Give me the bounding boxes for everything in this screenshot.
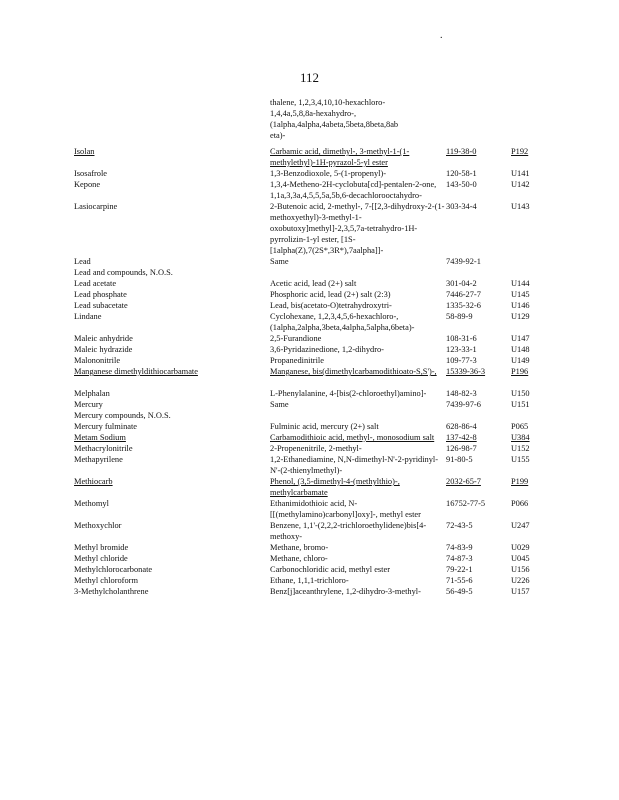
cas-number-cell: 148-82-3 bbox=[446, 389, 477, 398]
waste-code-cell: U156 bbox=[511, 565, 530, 574]
chemical-name-cell: Same bbox=[270, 400, 289, 409]
continuation-line: 1,4,4a,5,8,8a-hexahydro-, bbox=[270, 109, 357, 118]
waste-code-cell: U384 bbox=[511, 433, 530, 442]
chemical-name-cell: Carbamodithioic acid, methyl-, monosodium salt bbox=[270, 433, 435, 442]
table-row bbox=[74, 443, 551, 454]
chemical-name-cell: 2-Propenenitrile, 2-methyl- bbox=[270, 444, 362, 453]
chemical-name-cell: Methane, chloro- bbox=[270, 554, 328, 563]
table-row bbox=[74, 454, 551, 476]
waste-code-cell: U149 bbox=[511, 356, 530, 365]
table-row bbox=[74, 553, 551, 564]
cas-number-cell bbox=[446, 410, 511, 421]
common-name-cell: Kepone bbox=[74, 180, 101, 189]
table-row bbox=[74, 344, 551, 355]
waste-code-cell: U157 bbox=[511, 587, 530, 596]
chemical-name-cell: Phenol, (3,5-dimethyl-4-(methylthio)-, methylcarbamate bbox=[270, 477, 400, 497]
common-name-cell: Metam Sodium bbox=[74, 433, 126, 442]
continuation-line: eta)- bbox=[270, 131, 286, 140]
table-row bbox=[74, 498, 551, 520]
waste-code-cell: U151 bbox=[511, 400, 530, 409]
table-row bbox=[74, 300, 551, 311]
chemical-name-cell: 1,3-Benzodioxole, 5-(1-propenyl)- bbox=[270, 169, 387, 178]
table-row bbox=[74, 575, 551, 586]
chemical-name-cell: Ethanimidothioic acid, N-[[(methylamino)carbonyl]oxy]-, methyl ester bbox=[270, 499, 421, 519]
cas-number-cell: 72-43-5 bbox=[446, 521, 473, 530]
table-row bbox=[74, 289, 551, 300]
chemical-name-cell bbox=[270, 410, 446, 421]
chemical-name-cell: Carbonochloridic acid, methyl ester bbox=[270, 565, 391, 574]
table-row bbox=[74, 520, 551, 542]
table-row bbox=[74, 388, 551, 399]
cas-number-cell: 74-83-9 bbox=[446, 543, 473, 552]
table-row bbox=[74, 355, 551, 366]
common-name-cell: Methacrylonitrile bbox=[74, 444, 133, 453]
common-name-cell: Manganese dimethyldithiocarbamate bbox=[74, 367, 198, 376]
common-name-cell: Maleic anhydride bbox=[74, 334, 133, 343]
cas-number-cell: 120-58-1 bbox=[446, 169, 477, 178]
common-name-cell: Lead and compounds, N.O.S. bbox=[74, 268, 173, 277]
waste-code-cell bbox=[511, 267, 551, 278]
waste-code-cell: P192 bbox=[511, 147, 529, 156]
table-row bbox=[74, 366, 551, 377]
cas-number-cell: 628-86-4 bbox=[446, 422, 477, 431]
cas-number-cell: 7439-97-6 bbox=[446, 400, 481, 409]
common-name-cell: Isolan bbox=[74, 147, 95, 156]
waste-code-cell: U141 bbox=[511, 169, 530, 178]
waste-code-cell: U152 bbox=[511, 444, 530, 453]
chemical-name-cell: Acetic acid, lead (2+) salt bbox=[270, 279, 357, 288]
cas-number-cell: 58-89-9 bbox=[446, 312, 473, 321]
cas-number-cell: 16752-77-5 bbox=[446, 499, 486, 508]
common-name-cell: Lead phosphate bbox=[74, 290, 127, 299]
common-name-cell: Lead bbox=[74, 257, 91, 266]
waste-code-cell: U142 bbox=[511, 180, 530, 189]
table-row bbox=[74, 586, 551, 597]
common-name-cell: Methyl chloride bbox=[74, 554, 128, 563]
cas-number-cell bbox=[446, 267, 511, 278]
waste-code-cell bbox=[511, 256, 551, 267]
common-name-cell: Lindane bbox=[74, 312, 102, 321]
common-name-cell: Methylchlorocarbonate bbox=[74, 565, 153, 574]
common-name-cell: Maleic hydrazide bbox=[74, 345, 133, 354]
cas-number-cell: 108-31-6 bbox=[446, 334, 477, 343]
chemical-name-cell: 1,3,4-Metheno-2H-cyclobuta[cd]-pentalen-2-one, 1,1a,3,3a,4,5,5,5a,5b,6-decachlorooctahydro- bbox=[270, 180, 437, 200]
chemical-name-cell: 1,2-Ethanediamine, N,N-dimethyl-N'-2-pyridinyl-N'-(2-thienylmethyl)- bbox=[270, 455, 439, 475]
table-row bbox=[74, 432, 551, 443]
page-mark: . bbox=[440, 30, 443, 41]
cas-number-cell: 91-80-5 bbox=[446, 455, 473, 464]
chemical-name-cell: Lead, bis(acetato-O)tetrahydroxytri- bbox=[270, 301, 392, 310]
chemical-name-cell: Manganese, bis(dimethylcarbamodithioato-S,S')-, bbox=[270, 367, 437, 376]
chemical-name-cell: Benz[j]aceanthrylene, 1,2-dihydro-3-methyl- bbox=[270, 587, 421, 596]
cas-number-cell: 15339-36-3 bbox=[446, 367, 486, 376]
waste-code-cell: U045 bbox=[511, 554, 530, 563]
cas-number-cell: 7446-27-7 bbox=[446, 290, 481, 299]
table-row bbox=[74, 333, 551, 344]
cas-number-cell: 79-22-1 bbox=[446, 565, 473, 574]
waste-code-cell: P199 bbox=[511, 477, 529, 486]
table-row bbox=[74, 278, 551, 289]
hazardous-constituents-table bbox=[74, 146, 551, 597]
table-row bbox=[74, 146, 551, 168]
table-row bbox=[74, 267, 551, 278]
common-name-cell: 3-Methylcholanthrene bbox=[74, 587, 149, 596]
chemical-name-cell: Methane, bromo- bbox=[270, 543, 329, 552]
chemical-name-cell: Ethane, 1,1,1-trichloro- bbox=[270, 576, 349, 585]
continuation-line: (1alpha,4alpha,4abeta,5beta,8beta,8ab bbox=[270, 120, 399, 129]
table-body bbox=[74, 146, 551, 597]
table-row bbox=[74, 256, 551, 267]
chemical-name-cell: Cyclohexane, 1,2,3,4,5,6-hexachloro-, (1alpha,2alpha,3beta,4alpha,5alpha,6beta)- bbox=[270, 312, 415, 332]
common-name-cell: Mercury fulminate bbox=[74, 422, 138, 431]
table-row bbox=[74, 421, 551, 432]
waste-code-cell: P066 bbox=[511, 499, 529, 508]
waste-code-cell: U147 bbox=[511, 334, 530, 343]
table-row bbox=[74, 168, 551, 179]
cas-number-cell: 119-38-0 bbox=[446, 147, 477, 156]
waste-code-cell: U150 bbox=[511, 389, 530, 398]
continued-chemical-name bbox=[270, 97, 440, 141]
chemical-name-cell: Propanedinitrile bbox=[270, 356, 324, 365]
chemical-name-cell: Same bbox=[270, 257, 289, 266]
waste-code-cell: U029 bbox=[511, 543, 530, 552]
chemical-name-cell: Fulminic acid, mercury (2+) salt bbox=[270, 422, 379, 431]
common-name-cell: Methapyrilene bbox=[74, 455, 123, 464]
chemical-name-cell: Benzene, 1,1'-(2,2,2-trichloroethylidene)bis[4-methoxy- bbox=[270, 521, 427, 541]
waste-code-cell: U155 bbox=[511, 455, 530, 464]
cas-number-cell: 303-34-4 bbox=[446, 202, 477, 211]
waste-code-cell: U247 bbox=[511, 521, 530, 530]
table-row bbox=[74, 542, 551, 553]
cas-number-cell: 109-77-3 bbox=[446, 356, 477, 365]
common-name-cell: Melphalan bbox=[74, 389, 110, 398]
cas-number-cell: 137-42-8 bbox=[446, 433, 477, 442]
table-row bbox=[74, 410, 551, 421]
common-name-cell: Malononitrile bbox=[74, 356, 121, 365]
table-row bbox=[74, 311, 551, 333]
waste-code-cell: P196 bbox=[511, 367, 529, 376]
waste-code-cell: U145 bbox=[511, 290, 530, 299]
common-name-cell: Methiocarb bbox=[74, 477, 113, 486]
table-row bbox=[74, 399, 551, 410]
waste-code-cell: U129 bbox=[511, 312, 530, 321]
common-name-cell: Lead subacetate bbox=[74, 301, 128, 310]
common-name-cell: Lead acetate bbox=[74, 279, 117, 288]
table-row bbox=[74, 201, 551, 256]
waste-code-cell: U146 bbox=[511, 301, 530, 310]
chemical-name-cell: 2,5-Furandione bbox=[270, 334, 322, 343]
table-row bbox=[74, 476, 551, 498]
common-name-cell: Lasiocarpine bbox=[74, 202, 118, 211]
table-row bbox=[74, 564, 551, 575]
cas-number-cell: 56-49-5 bbox=[446, 587, 473, 596]
waste-code-cell: P065 bbox=[511, 422, 529, 431]
table-row bbox=[74, 179, 551, 201]
chemical-name-cell: Carbamic acid, dimethyl-, 3-methyl-1-(1-methylethyl)-1H-pyrazol-5-yl ester bbox=[270, 147, 410, 167]
cas-number-cell: 7439-92-1 bbox=[446, 257, 481, 266]
row-spacer bbox=[74, 377, 551, 388]
waste-code-cell: U148 bbox=[511, 345, 530, 354]
common-name-cell: Methyl chloroform bbox=[74, 576, 138, 585]
common-name-cell: Methomyl bbox=[74, 499, 109, 508]
waste-code-cell: U143 bbox=[511, 202, 530, 211]
cas-number-cell: 123-33-1 bbox=[446, 345, 477, 354]
waste-code-cell: U226 bbox=[511, 576, 530, 585]
waste-code-cell bbox=[511, 410, 551, 421]
chemical-name-cell: Phosphoric acid, lead (2+) salt (2:3) bbox=[270, 290, 391, 299]
chemical-name-cell: 2-Butenoic acid, 2-methyl-, 7-[[2,3-dihydroxy-2-(1-methoxyethyl)-3-methyl-1-oxobutoxy]methyl]-2,3,5,7a-tetrahydro-1H-pyrrolizin-1-yl ester, [1S-[1alpha(Z),7(2S*,3R*),7aalpha]]- bbox=[270, 202, 445, 255]
chemical-name-cell bbox=[270, 267, 446, 278]
cas-number-cell: 301-04-2 bbox=[446, 279, 477, 288]
common-name-cell: Methoxychlor bbox=[74, 521, 122, 530]
page-number: 112 bbox=[299, 70, 320, 85]
cas-number-cell: 74-87-3 bbox=[446, 554, 473, 563]
common-name-cell: Mercury bbox=[74, 400, 103, 409]
chemical-name-cell: 3,6-Pyridazinedione, 1,2-dihydro- bbox=[270, 345, 384, 354]
chemical-name-cell: L-Phenylalanine, 4-[bis(2-chloroethyl)amino]- bbox=[270, 389, 427, 398]
cas-number-cell: 2032-65-7 bbox=[446, 477, 481, 486]
cas-number-cell: 71-55-6 bbox=[446, 576, 473, 585]
cas-number-cell: 126-98-7 bbox=[446, 444, 477, 453]
common-name-cell: Isosafrole bbox=[74, 169, 108, 178]
waste-code-cell: U144 bbox=[511, 279, 530, 288]
common-name-cell: Mercury compounds, N.O.S. bbox=[74, 411, 171, 420]
common-name-cell: Methyl bromide bbox=[74, 543, 129, 552]
cas-number-cell: 143-50-0 bbox=[446, 180, 477, 189]
continuation-line: thalene, 1,2,3,4,10,10-hexachloro- bbox=[270, 98, 386, 107]
cas-number-cell: 1335-32-6 bbox=[446, 301, 481, 310]
